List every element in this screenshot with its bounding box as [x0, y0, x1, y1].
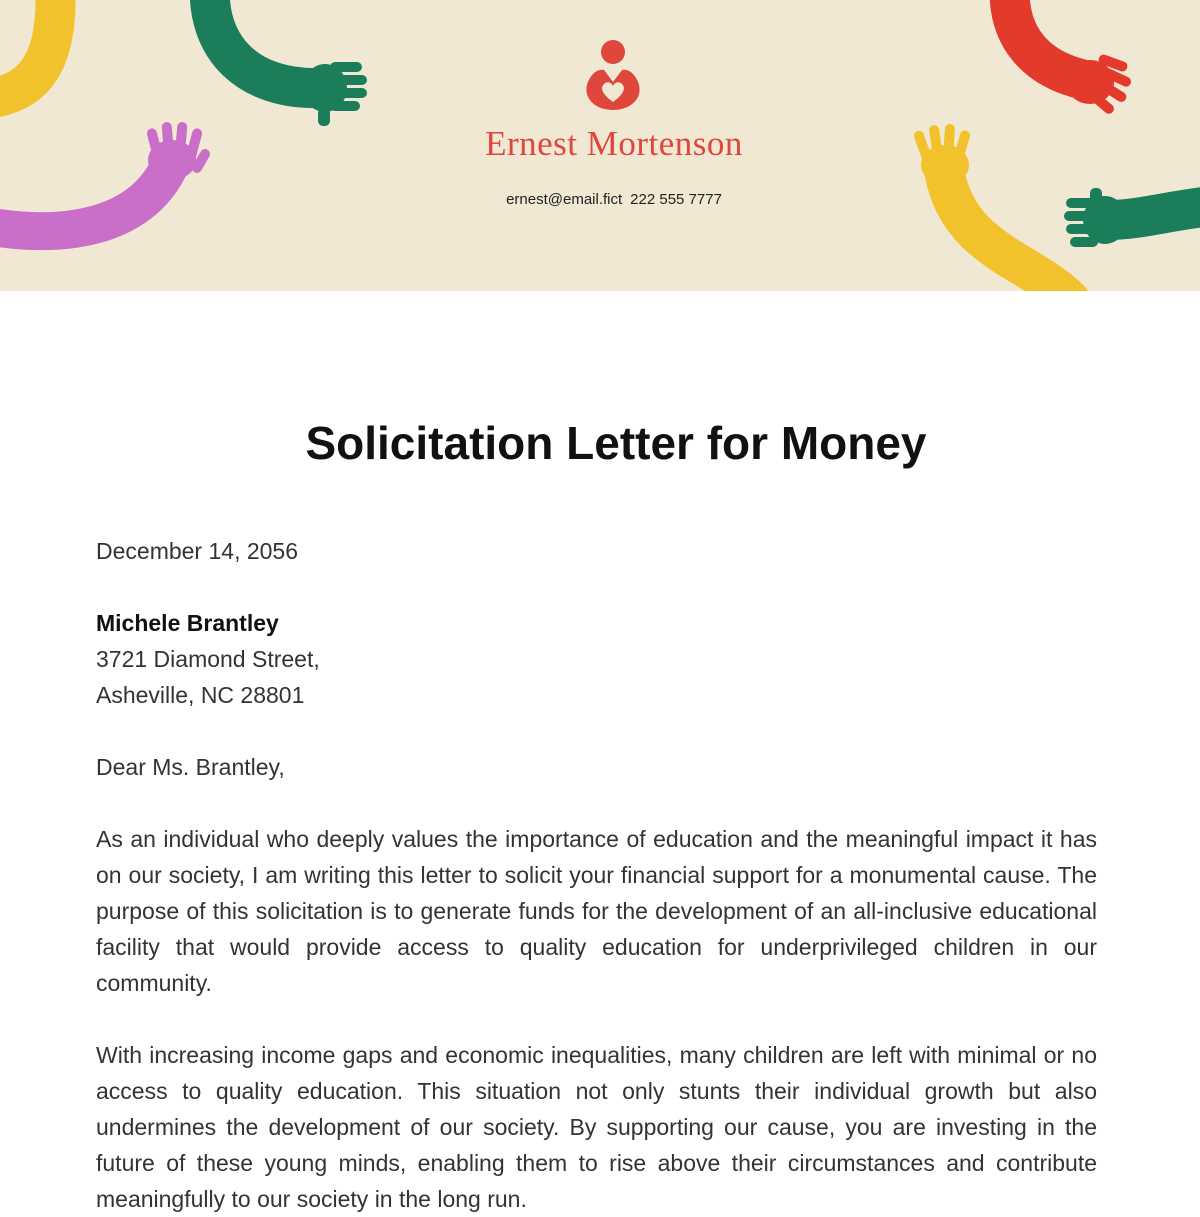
- body-paragraph: As an individual who deeply values the importance of education and the meaningful impact it has on our society, I am writing this letter to solicit your financial support for a monumental cause. The purpose of this solicitation is to generate funds for the development of an all-inclusive educational facility that would provide access to quality education for underprivileged children in our community.: [96, 826, 1097, 996]
- recipient-address-line1: 3721 Diamond Street,: [96, 646, 320, 672]
- sender-contact: [0, 191, 1200, 208]
- recipient-name: Michele Brantley: [96, 610, 279, 636]
- salutation: Dear Ms. Brantley,: [96, 754, 285, 780]
- body-paragraph: With increasing income gaps and economic inequalities, many children are left with minimal or no access to quality education. This situation not only stunts their individual growth but also undermines the development of our society. By supporting our cause, you are investing in the future of these young minds, enabling them to rise above their circumstances and contribute meaningfully to our society in the long run.: [96, 1042, 1097, 1212]
- page-title: Solicitation Letter for Money: [305, 417, 927, 469]
- letterhead: [0, 0, 1200, 291]
- sender-name: Ernest Mortenson: [485, 124, 743, 163]
- heart-person-icon: [580, 38, 646, 112]
- green-arm-top: [210, 0, 320, 88]
- recipient-address-line2: Asheville, NC 28801: [96, 682, 305, 708]
- sender-email: ernest@email.fict: [506, 191, 623, 208]
- yellow-arm-top-left: [0, 0, 56, 100]
- sender-phone: 222 555 7777: [630, 191, 722, 208]
- letter-date: December 14, 2056: [96, 538, 299, 564]
- green-hand-top: [303, 62, 367, 126]
- recipient-block: [96, 605, 1097, 713]
